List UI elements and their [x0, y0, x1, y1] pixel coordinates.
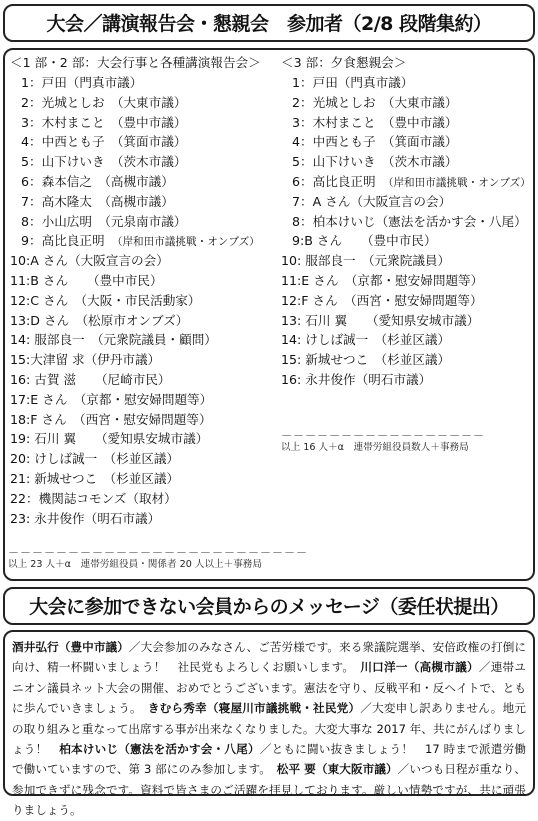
participant-row: [10, 489, 261, 509]
message-body: ／大会参加のみなさん、ご苦労様です。来る衆議院選挙、安倍政権の打倒に向け、精一杯闘いましょう！ 社民党もよろしくお願いします。: [12, 640, 526, 675]
participant-row: [281, 93, 531, 113]
participant-number: 9: [292, 233, 301, 249]
participant-row: [10, 350, 261, 370]
participant-number: 11: [281, 272, 298, 288]
message-body: ／ともに闘い抜きましょう！ 17 時まで派遣労働で働いていますので、第 3 部にのみ参加します。: [12, 742, 526, 777]
participant-number: 6: [21, 173, 30, 189]
part3-footer: [281, 430, 485, 454]
participant-name: ：光城としお （大東市議）: [300, 94, 458, 110]
participant-name: ：小山広明 （元泉南市議）: [29, 213, 187, 229]
participant-name: :大津留 求（伊丹市議）: [26, 352, 161, 368]
participant-name: :E さん （京都・慰安婦問題等）: [26, 391, 213, 407]
participant-name: ：森本信之 （高槻市議）: [29, 173, 174, 189]
message-body: ／連帯ユニオン議員ネット大会の開催、おめでとうございます。憲法を守り、反戦平和・反ヘイトで、ともに歩んでいきましょう。: [12, 660, 526, 716]
participant-number: 2: [21, 94, 30, 110]
participant-number: 16: [10, 371, 27, 387]
messages-text: [12, 637, 526, 821]
participant-row: [10, 469, 261, 489]
participant-row: [281, 251, 531, 271]
participant-number: 16: [281, 371, 298, 387]
participant-number: 4: [292, 134, 301, 150]
participant-row: [10, 152, 261, 172]
participant-name: ：高木隆太 （高槻市議）: [29, 193, 174, 209]
participant-number: 19: [10, 431, 27, 447]
participant-number: 4: [21, 134, 30, 150]
participant-name: :F さん （西宮・慰安婦問題等）: [26, 411, 212, 427]
title-box: [3, 4, 535, 42]
participant-row: [281, 271, 531, 291]
participant-number: 6: [292, 173, 301, 189]
participant-number: 8: [292, 213, 301, 229]
participant-name: ：木村まこと （豊中市議）: [29, 114, 187, 130]
message-author: 松平 要（東大阪市議）: [276, 762, 398, 777]
participant-name: : 新城せつこ （杉並区議）: [297, 352, 451, 368]
participant-name: :F さん （西宮・慰安婦問題等）: [297, 292, 483, 308]
messages-title-box: [3, 587, 535, 625]
participant-number: 1: [21, 75, 30, 90]
participant-number: 3: [21, 114, 30, 130]
participant-row: [281, 370, 531, 390]
participant-row: [10, 449, 261, 469]
participant-number: 10: [10, 253, 27, 269]
participant-name: ：柏本けいじ（憲法を活かす会・八尾）: [300, 213, 527, 229]
participant-number: 21: [10, 470, 27, 486]
participant-row: [10, 231, 261, 251]
participant-row: [10, 192, 261, 212]
participant-row: [10, 113, 261, 133]
participant-name: :C さん （大阪・市民活動家）: [26, 292, 201, 308]
part3-list: [281, 73, 531, 390]
participant-row: [281, 231, 531, 251]
participant-row: [10, 132, 261, 152]
participant-row: [281, 192, 531, 212]
participant-row: [10, 172, 261, 192]
participant-number: 10: [281, 253, 298, 269]
participant-number: 23: [10, 510, 27, 526]
part3-divider: －－－－－－－－－－－－－－－－－: [281, 429, 485, 442]
participant-row: [281, 311, 531, 331]
participant-number: 7: [292, 193, 301, 209]
participant-name: : 永井俊作（明石市議）: [297, 371, 432, 387]
participant-number: 12: [281, 292, 298, 308]
participant-number: 22: [10, 490, 27, 506]
participant-row: [10, 370, 261, 390]
participant-number: 13: [281, 312, 298, 328]
participant-name: : 新城せつこ （杉並区議）: [26, 470, 180, 486]
participant-number: 9: [21, 233, 30, 249]
participant-name: : 服部良一 （元衆院議員）: [297, 253, 451, 269]
participant-row: [10, 93, 261, 113]
participant-number: 8: [21, 213, 30, 229]
participant-row: [10, 291, 261, 311]
participant-name: : けしば誠一 （杉並区議）: [297, 332, 451, 348]
part12-column: [10, 52, 261, 528]
participant-row: [281, 212, 531, 232]
participant-name: ：機関誌コモンズ（取材）: [26, 490, 177, 506]
participant-name: :D さん （松原市オンブズ）: [26, 312, 189, 328]
message-author: 柏本けいじ（憲法を活かす会・八尾）: [59, 742, 260, 757]
participant-number: 13: [10, 312, 27, 328]
message-author: 酒井弘行（豊中市議）: [12, 640, 129, 654]
participant-name: ：山下けいき （茨木市議）: [29, 154, 187, 170]
participant-name: ：A さん（大阪宣言の会）: [300, 193, 452, 209]
messages-title: 大会に参加できない会員からのメッセージ（委任状提出）: [29, 596, 509, 618]
part3-column: [281, 52, 531, 390]
participant-affiliation: （岸和田市議挑戦・オンブズ）: [388, 176, 531, 189]
participant-name: ：中西とも子 （箕面市議）: [300, 134, 458, 150]
participant-name: ：光城としお （大東市議）: [29, 94, 187, 110]
part12-heading: ＜1 部・2 部：大会行事と各種講演報告会＞: [10, 55, 261, 70]
part12-footer: [8, 547, 308, 571]
participant-row: [10, 509, 261, 529]
message-author: きむら秀幸（寝屋川市議挑戦・社民党）: [147, 701, 361, 716]
participant-row: [10, 410, 261, 430]
participant-row: [10, 390, 261, 410]
message-author: 川口洋一（高槻市議）: [360, 660, 479, 675]
participant-number: 14: [10, 332, 27, 348]
participant-row: [10, 73, 261, 93]
participant-row: [10, 271, 261, 291]
participant-name: ：木村まこと （豊中市議）: [300, 114, 458, 130]
participant-number: 5: [292, 154, 301, 170]
participant-number: 5: [21, 154, 30, 170]
page-title: 大会／講演報告会・懇親会 参加者（2/8 段階集約）: [46, 13, 492, 35]
participant-name: ：高比良正明: [300, 173, 389, 189]
participant-row: [10, 212, 261, 232]
participant-number: 11: [10, 272, 27, 288]
participant-number: 7: [21, 193, 30, 209]
participant-number: 15: [281, 352, 298, 368]
participant-name: :E さん （京都・慰安婦問題等）: [297, 272, 484, 288]
participant-name: : 服部良一 （元衆院議員・顧問）: [26, 332, 217, 348]
participant-name: ：戸田（門真市議）: [300, 75, 414, 90]
participant-name: : けしば誠一 （杉並区議）: [26, 451, 180, 467]
participant-number: 18: [10, 411, 27, 427]
participant-name: ：山下けいき （茨木市議）: [300, 154, 458, 170]
participant-row: [281, 132, 531, 152]
participant-number: 2: [292, 94, 301, 110]
part12-total: 以上 23 人＋α 連帯労組役員・関係者 20 人以上＋事務局: [8, 559, 262, 570]
participant-row: [281, 73, 531, 93]
participant-number: 17: [10, 391, 27, 407]
participant-row: [10, 311, 261, 331]
participant-name: :B さん （豊中市民）: [26, 272, 163, 288]
part12-list: [10, 73, 261, 528]
participant-row: [281, 291, 531, 311]
participant-name: : 石川 翼 （愛知県安城市議）: [297, 312, 480, 328]
participant-row: [281, 330, 531, 350]
message-body: ／いつも日程が重なり、参加できずに残念です。資料で皆さまのご活躍を拝見しております。厳しい情勢ですが、共に頑張りましょう。: [12, 762, 526, 818]
participant-name: ：戸田（門真市議）: [29, 75, 143, 90]
participant-row: [10, 251, 261, 271]
participant-name: ：高比良正明: [29, 233, 118, 249]
participant-row: [281, 152, 531, 172]
part3-total: 以上 16 人＋α 連帯労組役員数人＋事務局: [281, 442, 469, 453]
participant-name: ：中西とも子 （箕面市議）: [29, 134, 187, 150]
part12-divider: －－－－－－－－－－－－－－－－－－－－－－－－－: [8, 546, 308, 559]
participant-name: : 古賀 滋 （尼崎市民）: [26, 371, 171, 387]
participant-number: 15: [10, 352, 27, 368]
message-body: ／大変申し訳ありません。地元の取り組みと重なって出席する事が出来なくなりました。大変大事な 2017 年、共にがんばりましょう！: [12, 701, 526, 757]
participant-number: 12: [10, 292, 27, 308]
participant-number: 14: [281, 332, 298, 348]
participant-number: 3: [292, 114, 301, 130]
participant-affiliation: （岸和田市議挑戦・オンブズ）: [117, 236, 260, 249]
participant-number: 20: [10, 451, 27, 467]
participant-name: :B さん （豊中市民）: [300, 233, 437, 249]
participant-name: : 石川 翼 （愛知県安城市議）: [26, 431, 209, 447]
participant-name: : 永井俊作（明石市議）: [26, 510, 161, 526]
participant-name: :A さん（大阪宣言の会）: [26, 253, 169, 269]
participant-row: [281, 350, 531, 370]
participant-row: [10, 429, 261, 449]
participant-row: [281, 172, 531, 192]
participant-row: [10, 330, 261, 350]
participant-row: [281, 113, 531, 133]
part3-heading: ＜3 部：夕食懇親会＞: [281, 55, 407, 70]
participant-number: 1: [292, 75, 301, 90]
